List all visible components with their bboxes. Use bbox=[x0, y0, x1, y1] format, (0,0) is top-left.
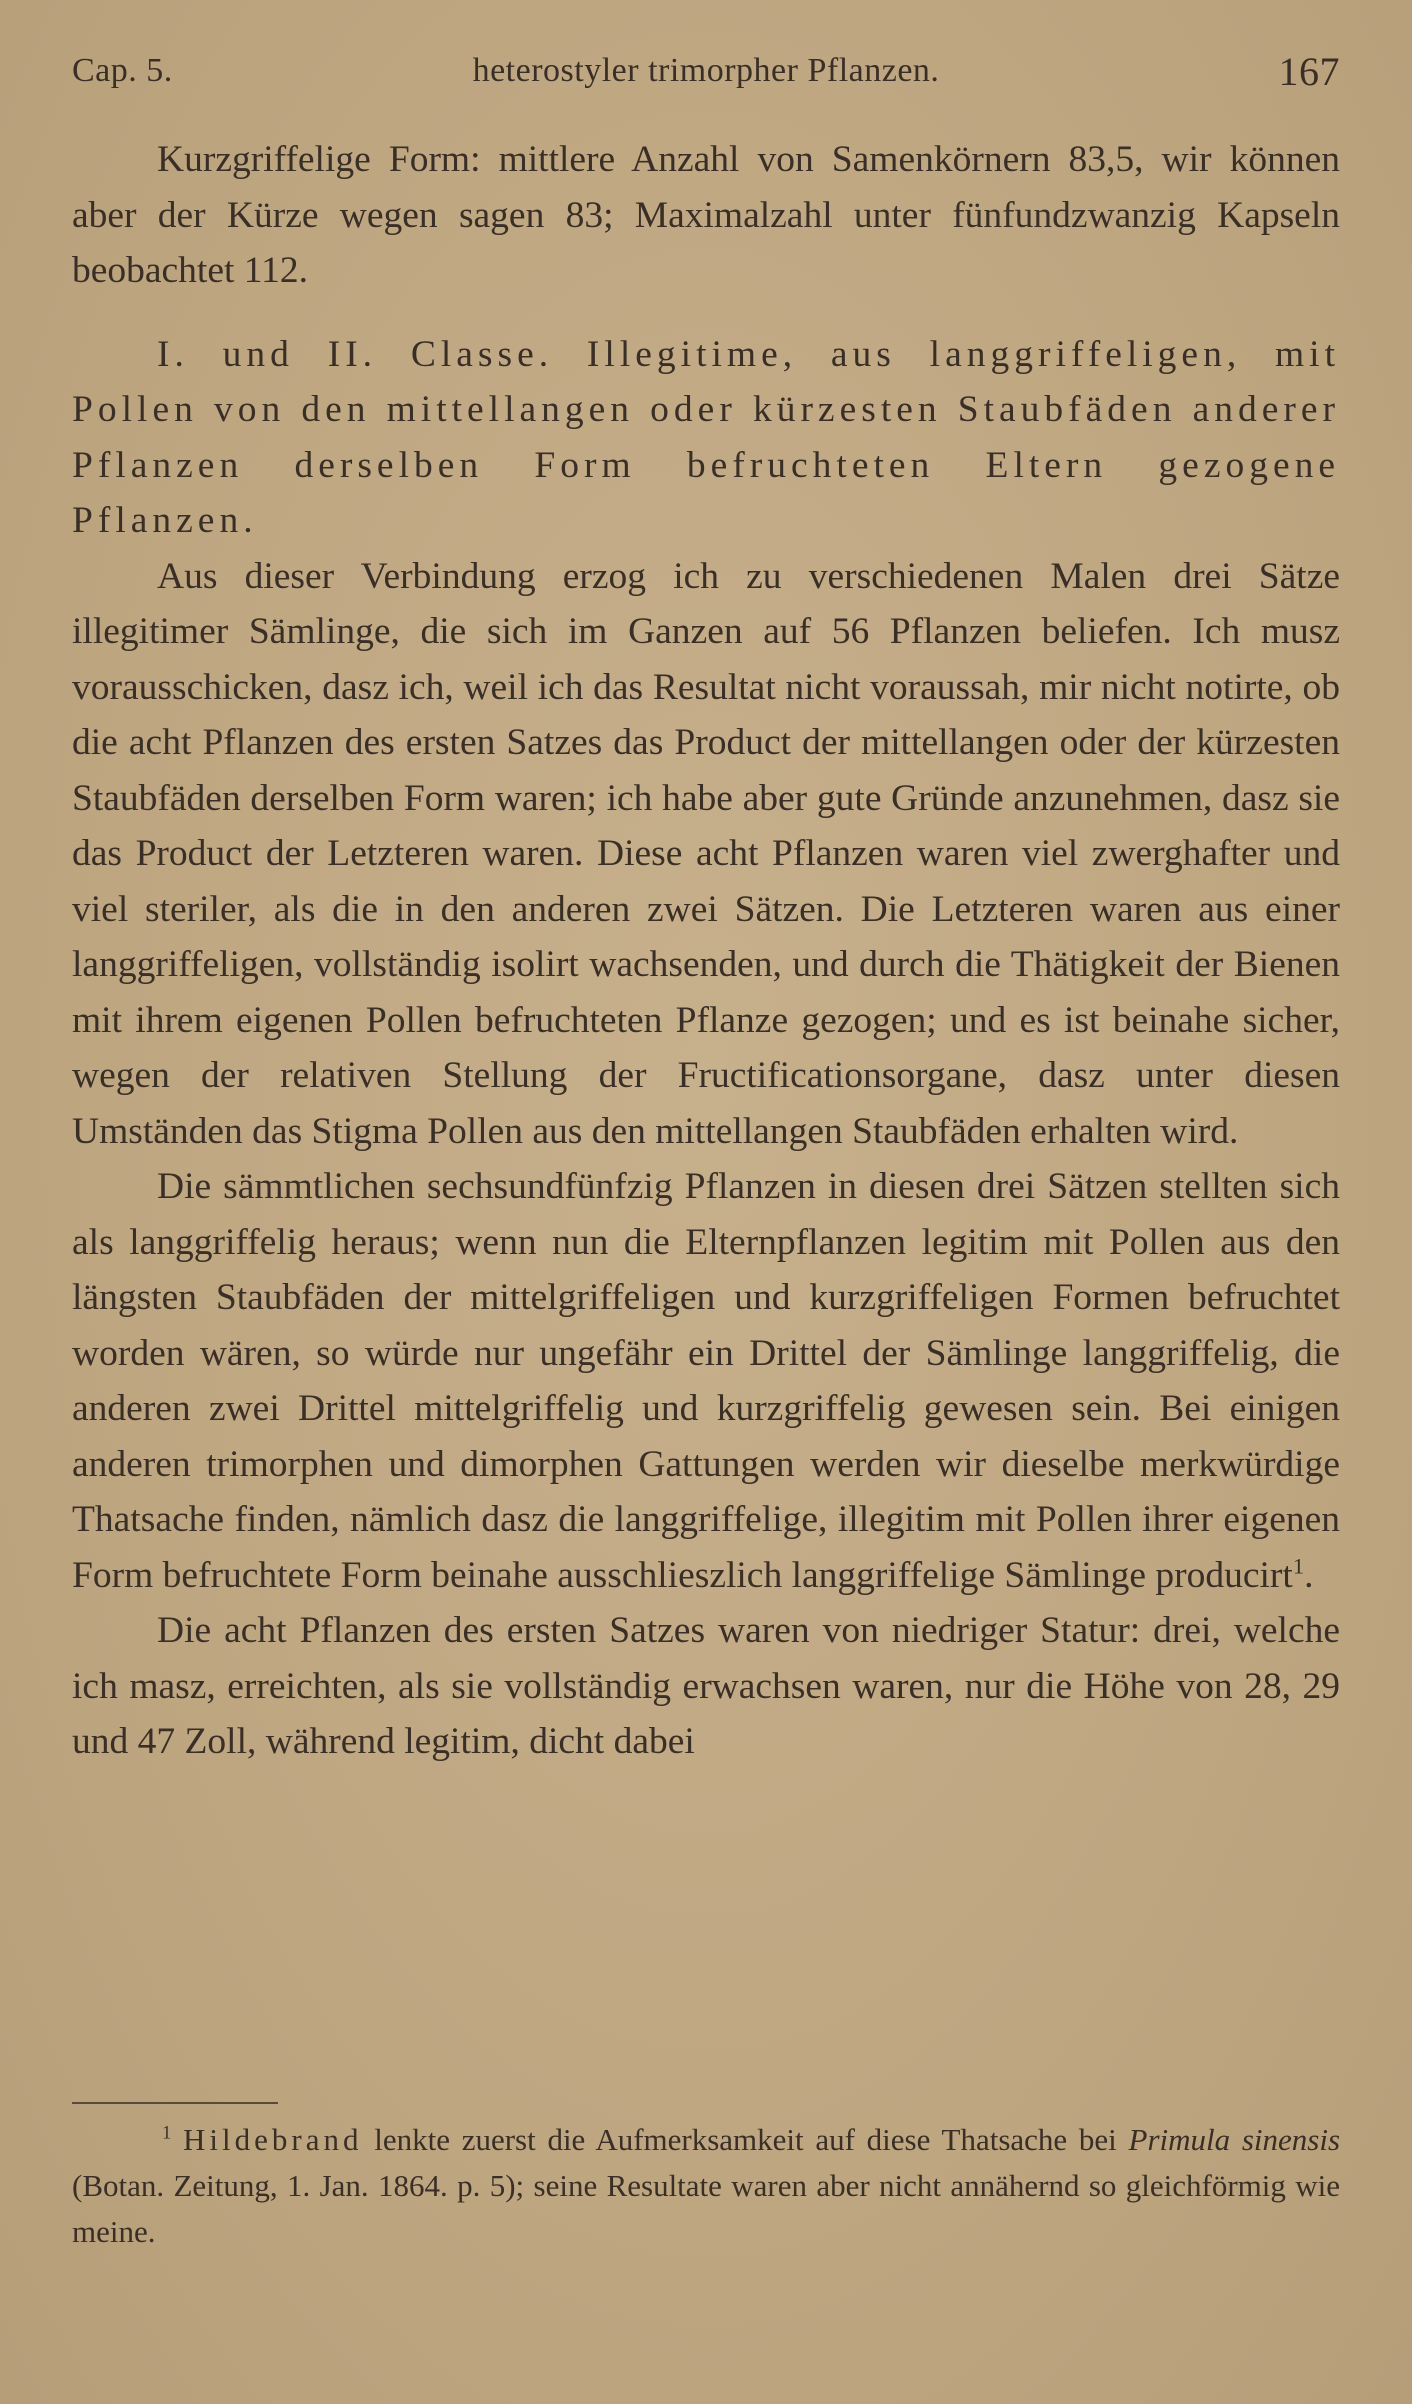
running-header bbox=[72, 49, 1340, 102]
paragraph-first-set-stature: Die acht Pflanzen des ersten Satzes waren von niedriger Statur: drei, welche ich masz, erreichten, als sie vollständig erwachsen waren, nur die Höhe von 28, 29 und 47 Zoll, während legitim, dicht dabei bbox=[72, 1610, 1340, 1762]
section-heading-class-1-2: I. und II. Classe. Illegitime, aus langgriffeligen, mit Pollen von den mittellangen oder kürzesten Staubfäden anderer Pflanzen derselben Form befruchteten Eltern gezogene Pflanzen. bbox=[72, 333, 1340, 541]
footnote-reference: 1 bbox=[1292, 1553, 1305, 1578]
footnote-text-2: (Botan. Zeitung, 1. Jan. 1864. p. 5); seine Resultate waren aber nicht annähernd so gleichförmig wie meine. bbox=[72, 2168, 1340, 2249]
footnote-text-1: lenkte zuerst die Aufmerksamkeit auf diese Thatsache bei bbox=[374, 2122, 1117, 2157]
page-number: 167 bbox=[1278, 49, 1340, 94]
paragraph-all-long-styled bbox=[72, 1159, 1340, 1603]
chapter-label: Cap. 5. bbox=[72, 52, 173, 89]
footnote-marker: 1 bbox=[162, 2122, 172, 2144]
paragraph-illegitimate-seedlings: Aus dieser Verbindung erzog ich zu verschiedenen Malen drei Sätze illegitimer Sämlinge, die sich im Ganzen auf 56 Pflanzen beliefen. Ich musz vorausschicken, dasz ich, weil ich das Resultat nicht voraussah, mir nicht notirte, ob die acht Pflanzen des ersten Satzes das Product der mittellangen oder der kürzesten Staubfäden derselben Form waren; ich habe aber gute Gründe anzunehmen, dasz sie das Product der Letzteren waren. Diese acht Pflanzen waren viel zwerghafter und viel steriler, als die in den anderen zwei Sätzen. Die Letzteren waren aus einer langgriffeligen, vollständig isolirt wachsenden, und durch die Thätigkeit der Bienen mit ihrem eigenen Pollen befruchteten Pflanze gezogen; und es ist beinahe sicher, wegen der relativen Stellung der Fructificationsorgane, dasz unter diesen Umständen das Stigma Pollen aus den mittellangen Staubfäden erhalten wird. bbox=[72, 555, 1340, 1152]
footnote-rule bbox=[72, 2102, 278, 2104]
paragraph-text: Die sämmtlichen sechsundfünfzig Pflanzen in diesen drei Sätzen stellten sich als langgriffelig heraus; wenn nun die Elternpflanzen legitim mit Pollen aus den längsten Staubfäden der mittelgriffeligen und kurzgriffeligen Formen befruchtet worden wären, so würde nur ungefähr ein Drittel der Sämlinge langgriffelig, die anderen zwei Drittel mittelgriffelig und kurzgriffelig gewesen sein. Bei einigen anderen trimorphen und dimorphen Gattungen werden wir dieselbe merkwürdige Thatsache finden, nämlich dasz die langgriffelige, illegitim mit Pollen ihrer eigenen Form befruchtete Form beinahe ausschlieszlich langgriffelige Sämlinge producirt bbox=[72, 1166, 1340, 1596]
footnote bbox=[72, 2117, 1340, 2255]
footnote-text bbox=[72, 2117, 1340, 2255]
paragraph-short-styled-form: Kurzgriffelige Form: mittlere Anzahl von Samenkörnern 83,5, wir können aber der Kürze wegen sagen 83; Maximalzahl unter fünfundzwanzig Kapseln beobachtet 112. bbox=[72, 139, 1340, 291]
paragraph-end: . bbox=[1304, 1554, 1314, 1596]
footnote-species: Primula sinensis bbox=[1128, 2122, 1341, 2157]
footnote-author: Hildebrand bbox=[183, 2122, 363, 2157]
page-body bbox=[72, 132, 1340, 1770]
running-title: heterostyler trimorpher Pflanzen. bbox=[472, 52, 940, 89]
